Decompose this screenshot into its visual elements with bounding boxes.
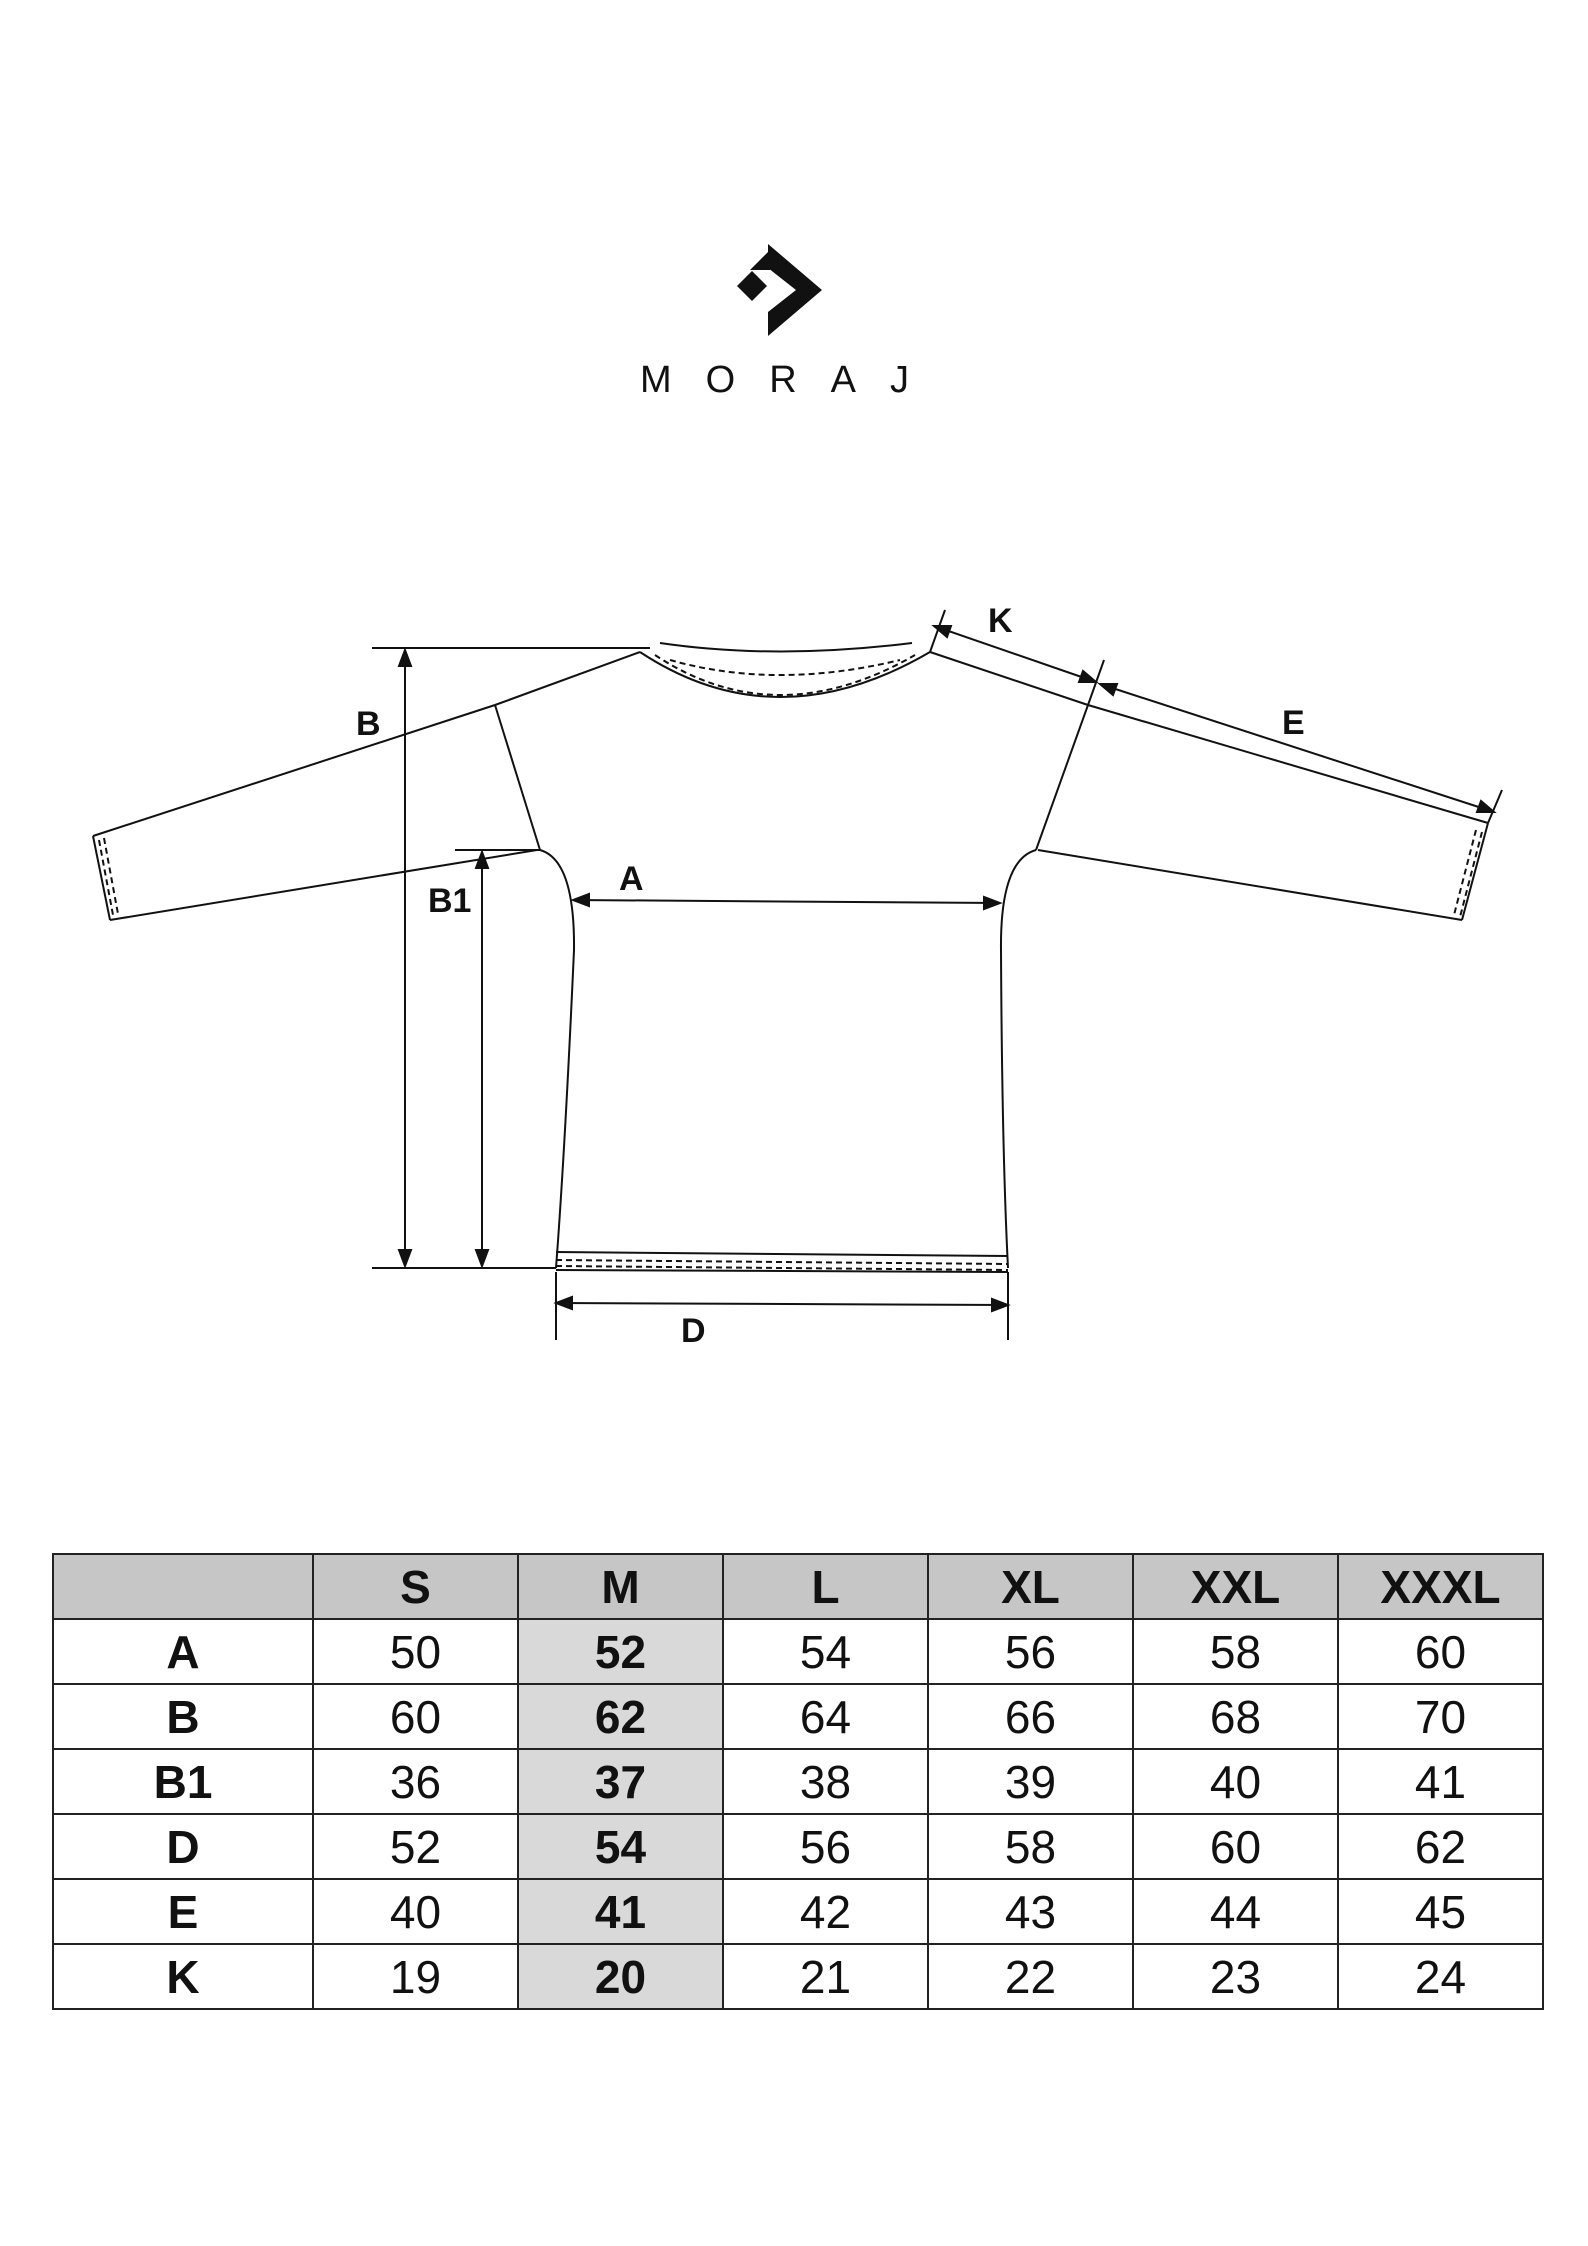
label-b: B <box>356 705 381 743</box>
value-cell: 41 <box>518 1879 723 1944</box>
table-row <box>53 1814 1543 1879</box>
value-cell: 22 <box>928 1944 1133 2009</box>
value-cell: 62 <box>1338 1814 1543 1879</box>
table-header-row <box>53 1554 1543 1619</box>
value-cell: 20 <box>518 1944 723 2009</box>
value-cell: 45 <box>1338 1879 1543 1944</box>
label-b1: B1 <box>428 882 472 920</box>
row-label-cell: A <box>53 1619 313 1684</box>
value-cell: 42 <box>723 1879 928 1944</box>
size-chart-table <box>52 1553 1544 2010</box>
dimension-lines <box>372 610 1502 1340</box>
table-row <box>53 1684 1543 1749</box>
header-cell-xxxl: XXXL <box>1338 1554 1543 1619</box>
header-cell-m: M <box>518 1554 723 1619</box>
header-cell-xl: XL <box>928 1554 1133 1619</box>
value-cell: 40 <box>313 1879 518 1944</box>
label-k: K <box>988 602 1013 640</box>
row-label-cell: B1 <box>53 1749 313 1814</box>
value-cell: 70 <box>1338 1684 1543 1749</box>
value-cell: 52 <box>313 1814 518 1879</box>
value-cell: 60 <box>1133 1814 1338 1879</box>
value-cell: 56 <box>723 1814 928 1879</box>
value-cell: 54 <box>723 1619 928 1684</box>
value-cell: 21 <box>723 1944 928 2009</box>
value-cell: 68 <box>1133 1684 1338 1749</box>
label-a: A <box>619 860 644 898</box>
value-cell: 52 <box>518 1619 723 1684</box>
brand-logo <box>0 0 1588 420</box>
value-cell: 64 <box>723 1684 928 1749</box>
value-cell: 58 <box>1133 1619 1338 1684</box>
value-cell: 56 <box>928 1619 1133 1684</box>
brand-name: MORAJ <box>640 359 943 401</box>
value-cell: 24 <box>1338 1944 1543 2009</box>
garment-measurement-diagram <box>0 560 1588 1360</box>
label-d: D <box>681 1312 706 1350</box>
value-cell: 23 <box>1133 1944 1338 2009</box>
header-cell-l: L <box>723 1554 928 1619</box>
header-cell-empty <box>53 1554 313 1619</box>
chevron-arrow-logo-icon <box>737 244 822 336</box>
table-row <box>53 1944 1543 2009</box>
value-cell: 37 <box>518 1749 723 1814</box>
value-cell: 38 <box>723 1749 928 1814</box>
value-cell: 60 <box>313 1684 518 1749</box>
label-e: E <box>1282 704 1305 742</box>
value-cell: 62 <box>518 1684 723 1749</box>
table-row <box>53 1879 1543 1944</box>
row-label-cell: D <box>53 1814 313 1879</box>
table-row <box>53 1619 1543 1684</box>
value-cell: 19 <box>313 1944 518 2009</box>
value-cell: 60 <box>1338 1619 1543 1684</box>
value-cell: 54 <box>518 1814 723 1879</box>
value-cell: 66 <box>928 1684 1133 1749</box>
row-label-cell: B <box>53 1684 313 1749</box>
value-cell: 36 <box>313 1749 518 1814</box>
row-label-cell: K <box>53 1944 313 2009</box>
value-cell: 40 <box>1133 1749 1338 1814</box>
garment-outline <box>93 643 1488 1272</box>
table-row <box>53 1749 1543 1814</box>
value-cell: 44 <box>1133 1879 1338 1944</box>
value-cell: 43 <box>928 1879 1133 1944</box>
table-body <box>53 1619 1543 2009</box>
value-cell: 39 <box>928 1749 1133 1814</box>
header-cell-xxl: XXL <box>1133 1554 1338 1619</box>
value-cell: 50 <box>313 1619 518 1684</box>
header-cell-s: S <box>313 1554 518 1619</box>
value-cell: 41 <box>1338 1749 1543 1814</box>
row-label-cell: E <box>53 1879 313 1944</box>
value-cell: 58 <box>928 1814 1133 1879</box>
